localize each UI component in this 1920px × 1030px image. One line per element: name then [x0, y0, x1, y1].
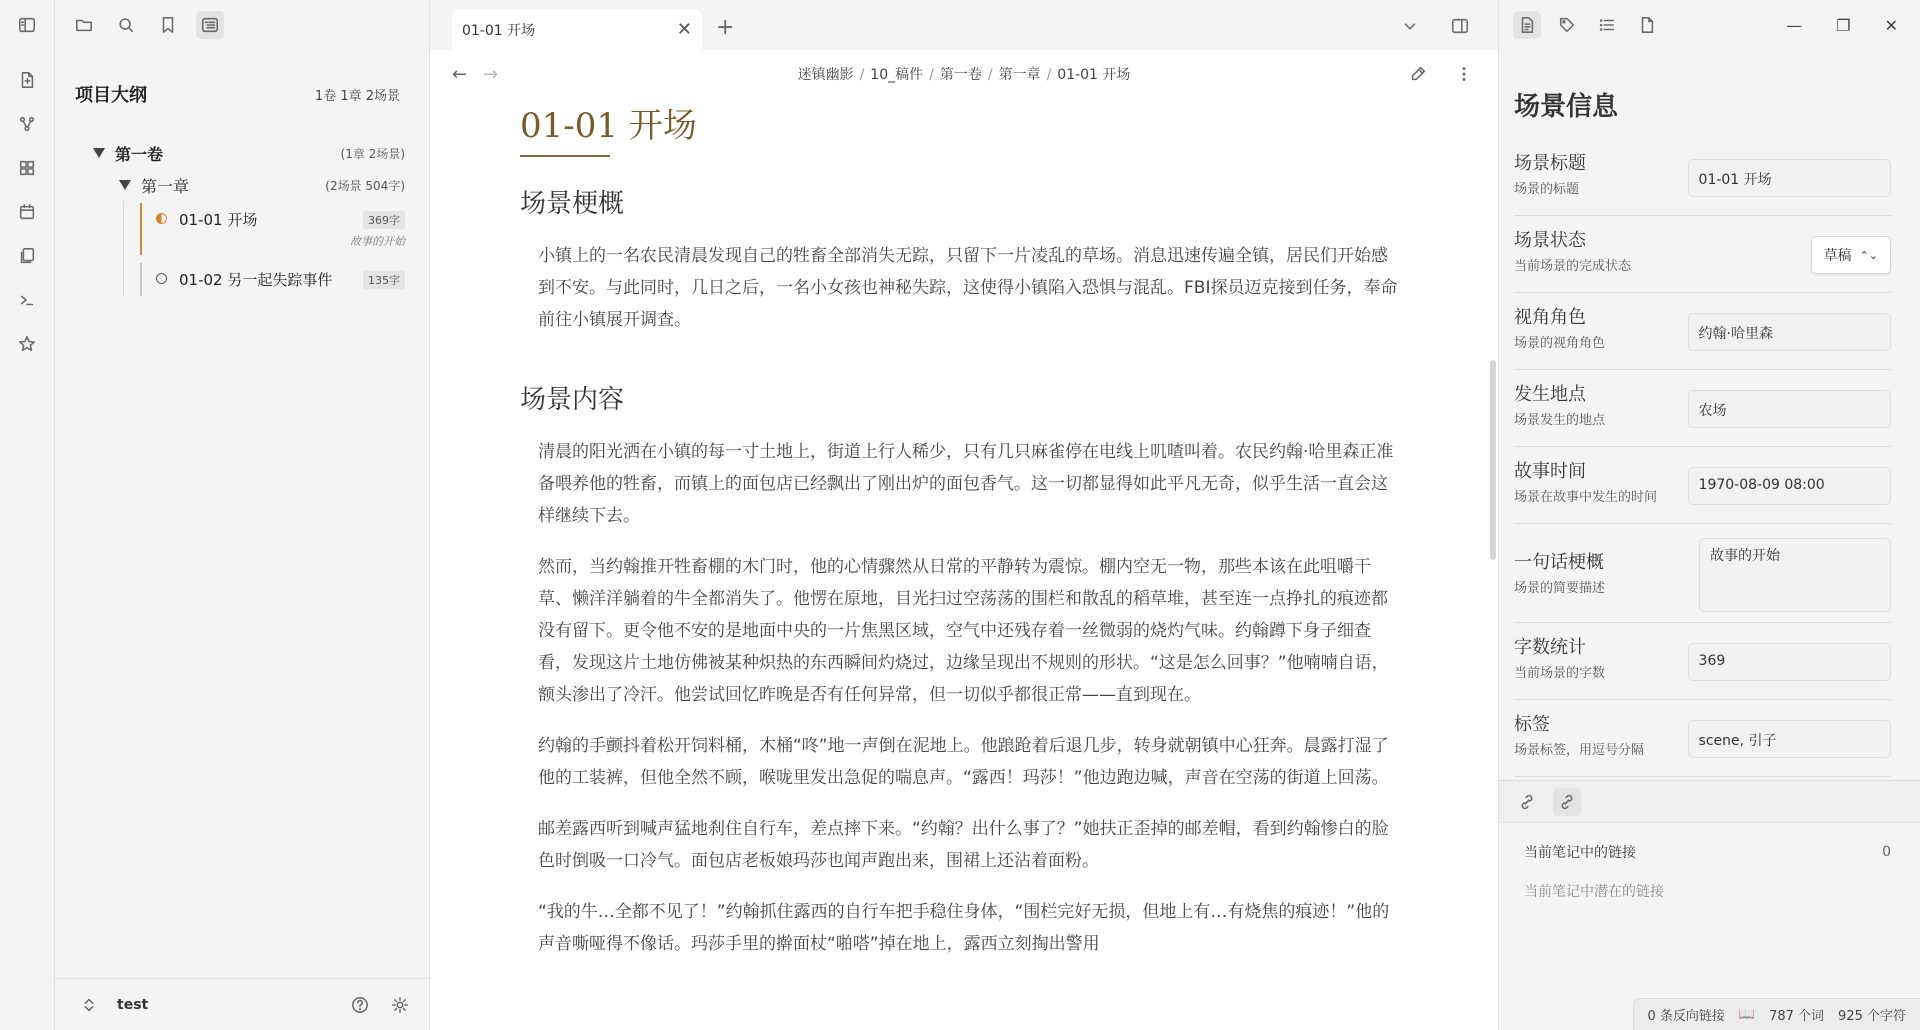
field-label: 字数统计	[1514, 637, 1586, 658]
sidebar-toggle-icon[interactable]	[13, 11, 41, 39]
field-scene-status	[1514, 216, 1891, 293]
collapse-triangle-icon[interactable]	[93, 148, 105, 158]
back-arrow-icon[interactable]: ←	[452, 63, 468, 85]
status-in-progress-icon	[156, 213, 167, 224]
file-open-icon[interactable]	[13, 66, 41, 94]
volume-children	[105, 169, 405, 296]
list-icon[interactable]	[1593, 11, 1621, 39]
chapter-label: 第一章	[141, 176, 190, 196]
scene-title: 01-01 开场	[179, 211, 258, 229]
right-sidebar-toggle-icon[interactable]	[1446, 12, 1474, 40]
current-links-count: 0	[1882, 844, 1891, 860]
word-count-badge: 135字	[363, 271, 405, 289]
status-todo-icon	[156, 273, 167, 284]
restore-icon[interactable]: ❐	[1836, 15, 1851, 35]
backlinks-count[interactable]: 0 条反向链接	[1647, 1009, 1725, 1024]
content-paragraph: 邮差露西听到喊声猛地刹住自行车，差点摔下来。“约翰？出什么事了？”她扶正歪掉的邮差帽，看到约翰惨白的脸色时倒吸一口冷气。面包店老板娘玛莎也闻声跑出来，围裙上还沾着面粉。	[538, 819, 1389, 871]
field-label: 标签	[1514, 714, 1550, 735]
tab-current-note[interactable]	[452, 9, 702, 50]
breadcrumb-item[interactable]: 第一卷	[939, 67, 982, 83]
field-description: 场景标签，用逗号分隔	[1514, 743, 1645, 758]
field-description: 场景的视角角色	[1514, 336, 1606, 351]
word-count-badge: 369字	[363, 211, 405, 229]
left-sidebar	[55, 0, 430, 1030]
settings-gear-icon[interactable]	[386, 991, 414, 1019]
summary-paragraph: 小镇上的一名农民清晨发现自己的牲畜全部消失无踪，只留下一片凌乱的草场。消息迅速传遍全镇，居民们开始感到不安。与此同时，几日之后，一名小女孩也神秘失踪，这使得小镇陷入恐惧与混乱。FBI探员迈克接到任务，奉命前往小镇展开调查。	[538, 246, 1398, 330]
tab-title: 01-01 开场	[462, 22, 536, 39]
chapter-row[interactable]	[105, 169, 405, 201]
field-description: 场景在故事中发生的时间	[1514, 490, 1658, 505]
field-label: 一句话梗概	[1514, 552, 1604, 573]
field-description: 当前场景的完成状态	[1514, 259, 1632, 274]
chevron-down-icon[interactable]	[1396, 12, 1424, 40]
close-icon[interactable]: ✕	[676, 19, 692, 40]
breadcrumb-item[interactable]: 01-01 开场	[1057, 67, 1131, 83]
scene-status-select[interactable]	[1811, 236, 1891, 274]
scene-synopsis: 故事的开始	[350, 235, 405, 248]
note-title: 01-01 开场	[520, 106, 697, 146]
search-icon[interactable]	[112, 11, 140, 39]
select-arrows-icon: ⌃⌄	[1859, 248, 1878, 262]
scrollbar-thumb[interactable]	[1490, 360, 1496, 560]
field-label: 场景标题	[1514, 153, 1586, 174]
pov-character-input[interactable]: 约翰·哈里森	[1688, 313, 1891, 351]
current-links-row[interactable]	[1499, 823, 1920, 881]
help-icon[interactable]	[346, 991, 374, 1019]
canvas-icon[interactable]	[13, 154, 41, 182]
tags-input[interactable]: scene, 引子	[1688, 720, 1891, 758]
field-label: 故事时间	[1514, 461, 1586, 482]
editor-scrollbar[interactable]	[1490, 360, 1498, 560]
chapter-meta: (2场景 504字)	[325, 178, 405, 193]
field-scene-title	[1514, 139, 1891, 216]
vault-bar	[55, 978, 429, 1030]
backlinks-icon[interactable]	[1553, 788, 1581, 816]
bookmark-icon[interactable]	[154, 11, 182, 39]
new-tab-icon[interactable]: +	[716, 15, 735, 40]
field-story-time	[1514, 447, 1891, 524]
vault-switch-icon[interactable]	[75, 991, 103, 1019]
scene-info-icon[interactable]	[1513, 11, 1541, 39]
note-navbar	[430, 50, 1498, 98]
breadcrumb-item[interactable]: 10_稿件	[870, 67, 924, 83]
tags-icon[interactable]	[1553, 11, 1581, 39]
outline-icon[interactable]	[196, 11, 224, 39]
current-links-label: 当前笔记中的链接	[1524, 845, 1636, 861]
word-count-input[interactable]: 369	[1688, 643, 1891, 681]
tab-bar	[430, 0, 1498, 50]
minimize-icon[interactable]: —	[1786, 15, 1803, 35]
scene-info-panel	[1499, 50, 1920, 780]
potential-links-label[interactable]: 当前笔记中潜在的链接	[1524, 884, 1664, 900]
vault-name[interactable]: test	[117, 996, 149, 1013]
close-window-icon[interactable]: ✕	[1884, 15, 1898, 35]
outgoing-links-icon[interactable]	[1513, 788, 1541, 816]
section-heading-content: 场景内容	[520, 385, 625, 415]
field-label: 发生地点	[1514, 384, 1586, 405]
field-description: 当前场景的字数	[1514, 666, 1606, 681]
field-logline	[1514, 524, 1891, 623]
links-panel	[1499, 780, 1920, 990]
star-icon[interactable]	[13, 330, 41, 358]
scene-list	[123, 201, 405, 296]
content-paragraph: 然而，当约翰推开牲畜棚的木门时，他的心情骤然从日常的平静转为震惊。棚内空无一物，那些本该在此咀嚼干草、懒洋洋躺着的牛全都消失了。他愣在原地，目光扫过空荡荡的围栏和散乱的稻草堆，甚至连一点挣扎的痕迹都没有留下。更令他不安的是地面中央的一片焦黑区域，空气中还残存着一丝微弱的烧灼气味。约翰蹲下身子细查看，发现这片土地仿佛被某种炽热的东西瞬间灼烧过，边缘呈现出不规则的形状。“这是怎么回事？”他喃喃自语，额头渗出了冷汗。他尝试回忆昨晚是否有任何异常，但一切似乎都很正常——直到现在。	[538, 557, 1389, 705]
content-paragraph: 清晨的阳光洒在小镇的每一寸土地上，街道上行人稀少，只有几只麻雀停在电线上叽喳叫着。农民约翰·哈里森正准备喂养他的牲畜，而镇上的面包店已经飘出了刚出炉的面包香气。这一切都显得如此平凡无奇，似乎生活一直会这样继续下去。	[538, 442, 1394, 526]
scene-item[interactable]	[140, 203, 405, 255]
volume-meta: (1章 2场景)	[340, 146, 405, 161]
reading-book-icon[interactable]: 📖	[1738, 1007, 1756, 1022]
breadcrumb: 迷镇幽影 / 10_稿件 / 第一卷 / 第一章 / 01-01 开场	[797, 67, 1131, 83]
scene-title-input[interactable]: 01-01 开场	[1688, 159, 1891, 197]
graph-icon[interactable]	[13, 110, 41, 138]
field-description: 场景的标题	[1514, 182, 1580, 197]
pages-icon[interactable]	[13, 242, 41, 270]
status-bar	[1633, 998, 1920, 1030]
file-icon[interactable]	[1633, 11, 1661, 39]
location-input[interactable]: 农场	[1688, 390, 1891, 428]
word-count-status: 787 个词	[1769, 1009, 1825, 1024]
edit-pencil-icon[interactable]	[1404, 60, 1432, 88]
more-options-icon[interactable]	[1450, 60, 1478, 88]
field-label: 视角角色	[1514, 307, 1586, 328]
main-editor	[430, 0, 1498, 1030]
field-pov-character	[1514, 293, 1891, 370]
content-paragraph: 约翰的手颤抖着松开饲料桶，木桶“咚”地一声倒在泥地上。他踉跄着后退几步，转身就朝镇中心狂奔。晨露打湿了他的工装裤，但他全然不顾，喉咙里发出急促的喘息声。“露西！玛莎！”他边跑边喊，声音在空荡的街道上回荡。	[538, 736, 1389, 788]
scene-title: 01-02 另一起失踪事件	[179, 271, 333, 289]
scene-item[interactable]	[140, 263, 405, 296]
story-time-input[interactable]: 1970-08-09 08:00	[1688, 467, 1891, 505]
note-content[interactable]	[430, 98, 1498, 1028]
field-label: 场景状态	[1514, 230, 1586, 251]
title-underline	[520, 155, 610, 157]
char-count-status: 925 个字符	[1838, 1009, 1906, 1024]
outline-summary: 1卷 1章 2场景	[314, 88, 400, 104]
logline-textarea[interactable]: 故事的开始	[1699, 538, 1891, 612]
breadcrumb-item[interactable]: 第一章	[998, 67, 1041, 83]
panel-title: 场景信息	[1514, 92, 1619, 122]
field-word-count	[1514, 623, 1891, 700]
volume-label: 第一卷	[115, 144, 164, 164]
breadcrumb-item[interactable]: 迷镇幽影	[797, 67, 854, 83]
calendar-icon[interactable]	[13, 198, 41, 226]
field-description: 场景的简要描述	[1514, 581, 1606, 596]
section-heading-summary: 场景梗概	[520, 189, 625, 219]
forward-arrow-icon[interactable]: →	[483, 63, 499, 85]
select-value: 草稿	[1823, 248, 1852, 264]
content-paragraph: “我的牛…全都不见了！”约翰抓住露西的自行车把手稳住身体，“围栏完好无损，但地上有…有烧焦的痕迹！”他的声音嘶哑得不像话。玛莎手里的擀面杖“啪嗒”掉在地上，露西立刻掏出警用	[538, 902, 1390, 954]
outline-tree	[55, 116, 429, 296]
right-sidebar	[1498, 0, 1920, 1030]
field-description: 场景发生的地点	[1514, 413, 1606, 428]
field-location	[1514, 370, 1891, 447]
terminal-icon[interactable]	[13, 286, 41, 314]
ribbon	[0, 0, 55, 1030]
file-explorer-icon[interactable]	[70, 11, 98, 39]
outline-title: 项目大纲	[75, 85, 147, 106]
collapse-triangle-icon[interactable]	[119, 180, 131, 190]
field-tags	[1514, 700, 1891, 777]
volume-row[interactable]	[79, 137, 405, 169]
